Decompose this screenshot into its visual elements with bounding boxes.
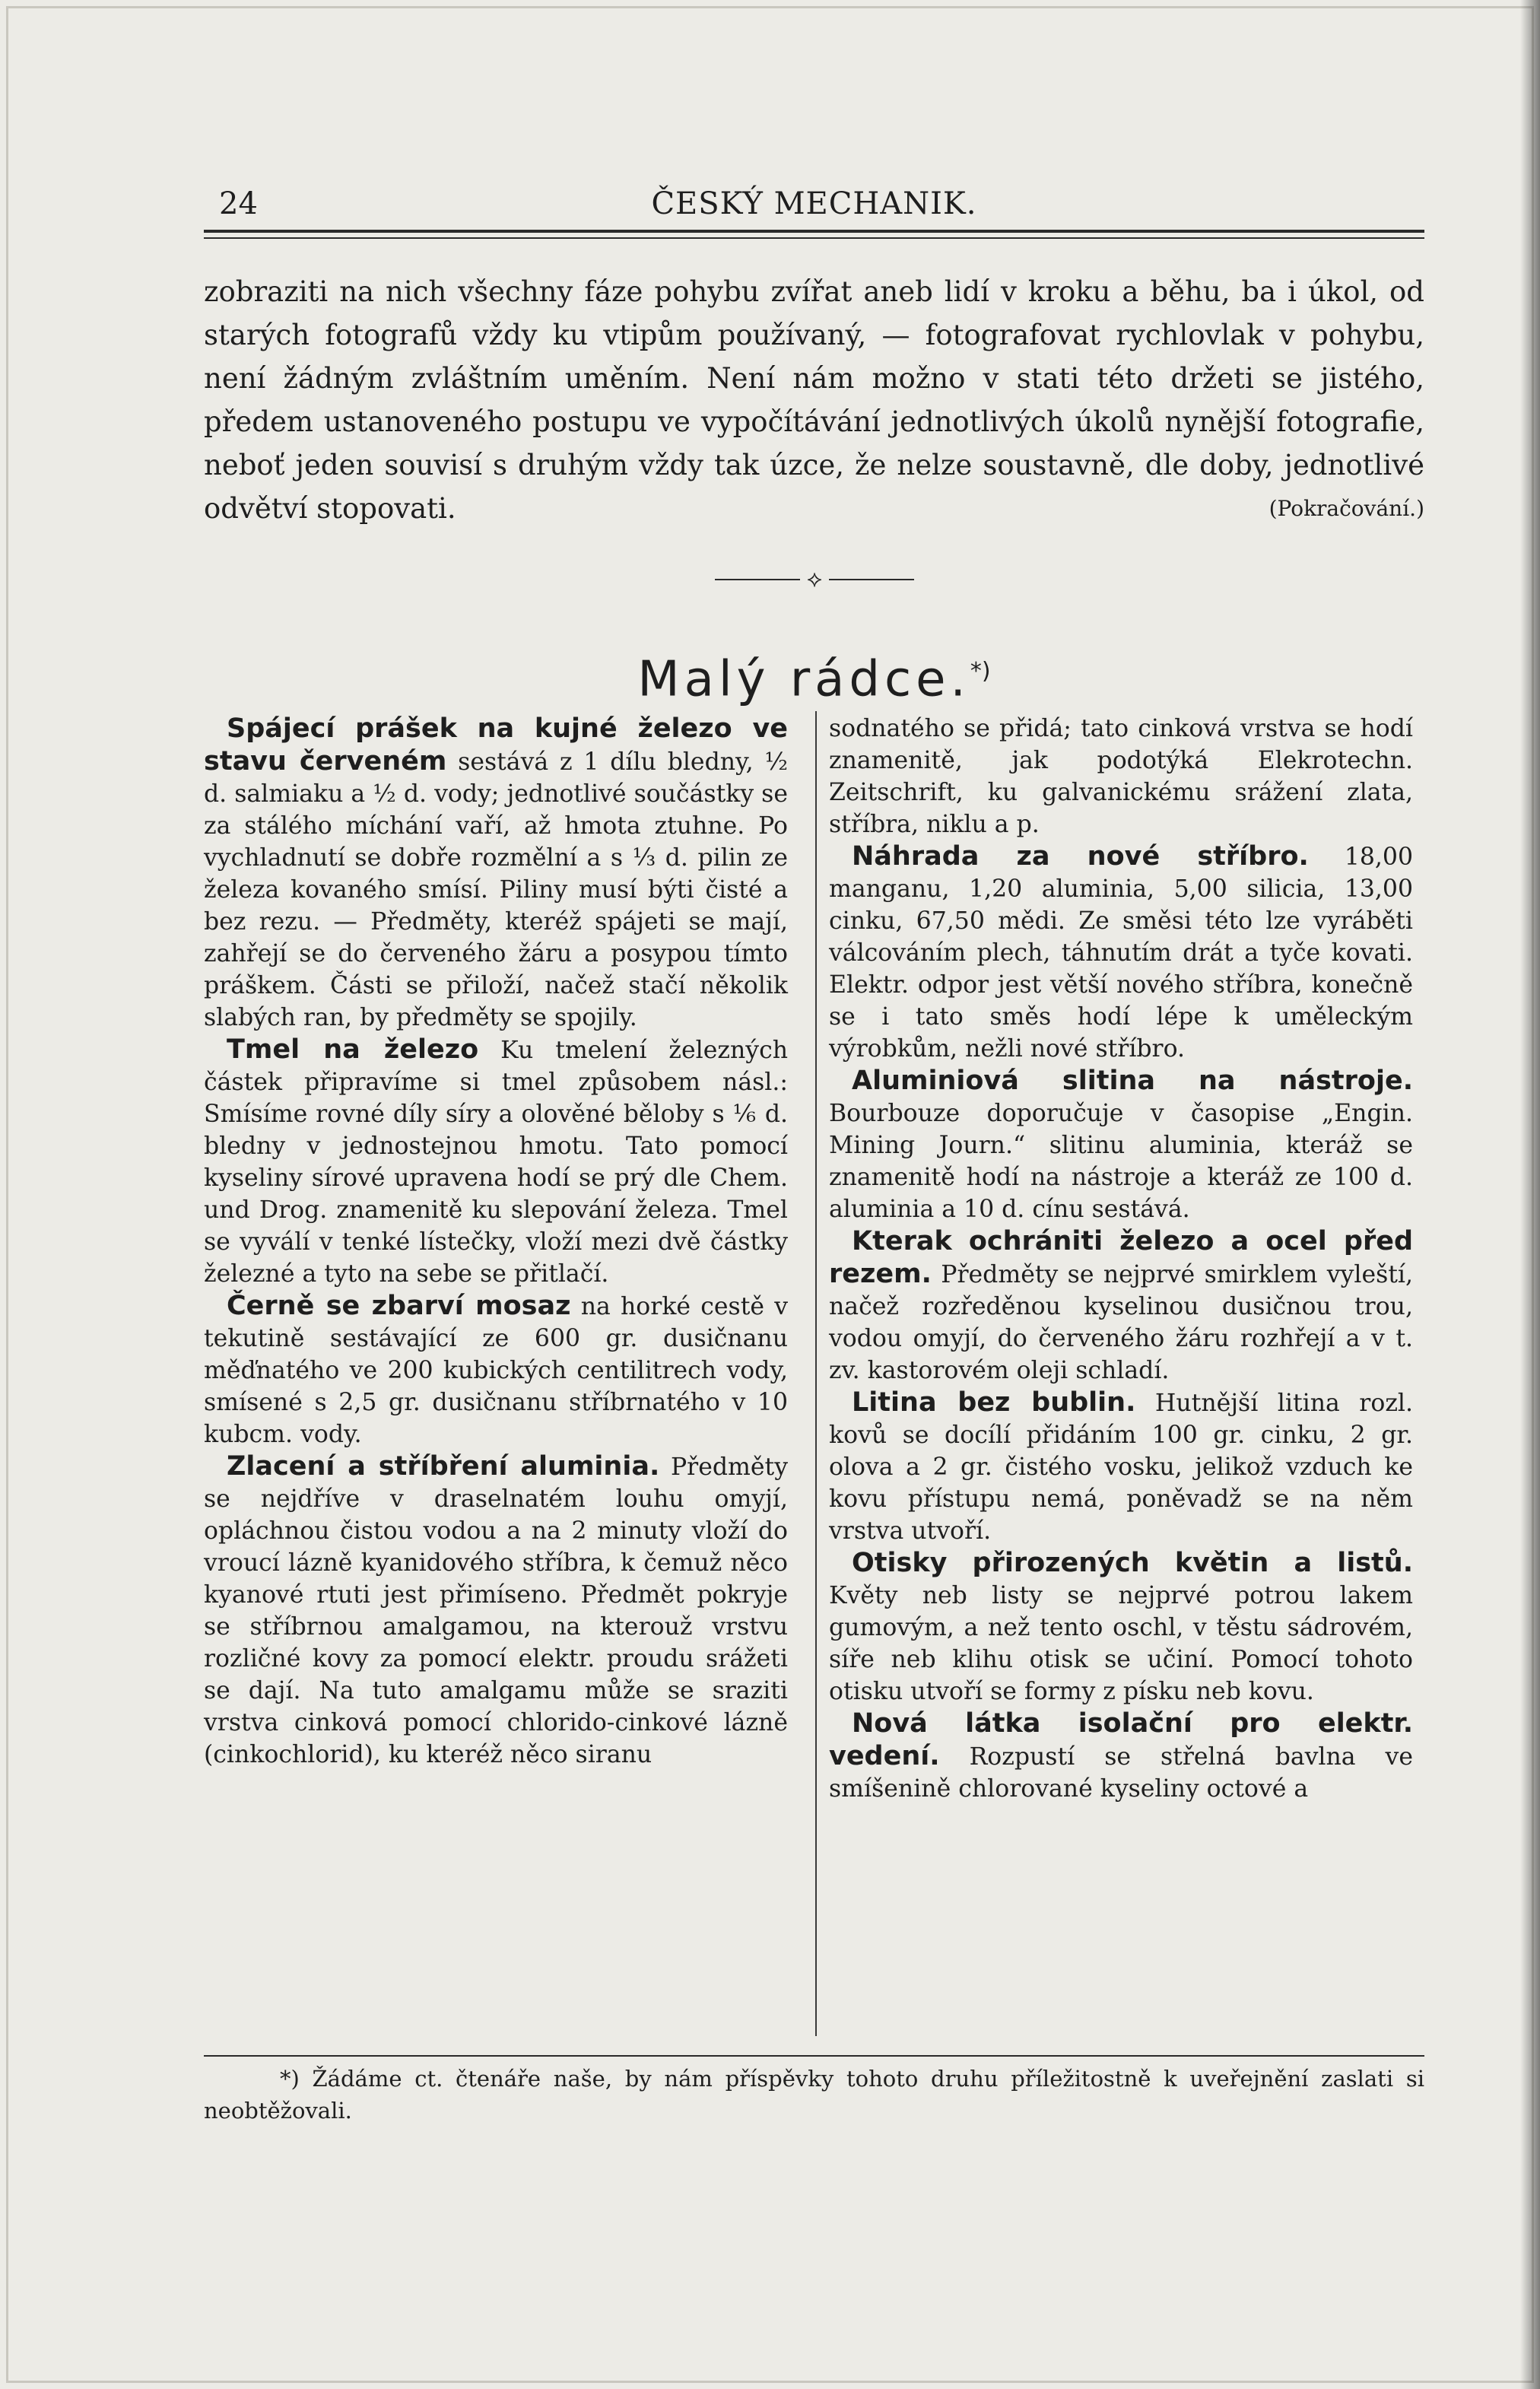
entry-body: Bourbouze doporučuje v časopise „Engin. Mining Journ.“ slitinu aluminia, kteráž se znamenitě hodí na nástroje a kteráž ze 100 d. aluminia a 10 d. cínu sestává. xyxy=(829,1100,1413,1223)
entry-heading: Černě se zbarví mosaz xyxy=(227,1291,571,1321)
entry xyxy=(204,1450,788,1771)
entry xyxy=(204,713,788,1034)
intro-text: zobraziti na nich všechny fáze pohybu zvířat aneb lidí v kroku a běhu, ba i úkol, od starých fotografů vždy ku vtipům používaný, — fotografovat rychlovlak v pohybu, není žádným zvláštním uměním. Není nám možno v stati této držeti se jistého, předem ustanoveného postupu ve vypočítávání jednotlivých úkolů nynější fotografie, neboť jeden souvisí s druhým vždy tak úzce, že nelze soustavně, dle doby, jednotlivé odvětví stopovati. xyxy=(204,275,1424,525)
entry xyxy=(829,1708,1413,1805)
column-right xyxy=(829,713,1413,1805)
entry-heading: Nová látka isolační pro elektr. vedení. xyxy=(829,1708,1413,1771)
entry-continuation xyxy=(829,713,1413,840)
running-title: ČESKÝ MECHANIK. xyxy=(651,186,977,221)
entry xyxy=(829,1387,1413,1547)
ornament-line-right xyxy=(829,579,914,580)
entry-heading: Kterak ochrániti železo a ocel před rezem. xyxy=(829,1226,1413,1289)
column-divider xyxy=(815,711,817,2036)
entry-heading: Aluminiová slitina na nástroje. xyxy=(852,1066,1413,1096)
ornament-line-left xyxy=(715,579,800,580)
footnote: *) Žádáme ct. čtenáře naše, by nám příspěvky tohoto druhu příležitostně k uveřejnění zaslati si neobtěžovali. xyxy=(204,2066,1424,2124)
section-title-text: Malý rádce. xyxy=(637,651,970,708)
entry-heading: Náhrada za nové stříbro. xyxy=(852,841,1309,872)
entry-body: Předměty se nejprvé smirklem vyleští, načež rozředěnou kyselinou dusičnou trou, vodou omyjí, do červeného žáru rozhřejí a v t. zv. kastorovém oleji schladí. xyxy=(829,1261,1414,1384)
section-footnote-mark: *) xyxy=(970,658,991,685)
entry-body: na horké cestě v tekutině sestávající ze 600 gr. dusičnanu měďnatého ve 200 kubických centilitrech vody, smísené s 2,5 gr. dusičnanu stříbrnatého v 10 kubcm. vody. xyxy=(204,1293,789,1448)
entry-body: 18,00 manganu, 1,20 aluminia, 5,00 silicia, 13,00 cinku, 67,50 mědi. Ze směsi této lze vyráběti válcováním plech, táhnutím drát a tyče kovati. Elektr. odpor jest větší nového stříbra, konečně se i tato směs hodí lépe k uměleckým výrobkům, nežli nové stříbro. xyxy=(829,843,1413,1063)
entry-body: Předměty se nejdříve v draselnatém louhu omyjí, opláchnou čistou vodou a na 2 minuty vloží do vroucí lázně kyanidového stříbra, k čemuž něco kyanové rtuti jest přimíseno. Předmět pokryje se stříbrnou amalgamou, na kterouž vrstvu rozličné kovy za pomocí elektr. proudu srážeti se dají. Na tuto amalgamu může se sraziti vrstva cinková pomocí chlorido-cinkové lázně (cinkochlorid), ku kteréž něco siranu xyxy=(204,1453,789,1768)
page-header xyxy=(204,183,1424,228)
entry-body: Ku tmelení železných částek připravíme si tmel způsobem násl.: Smísíme rovné díly síry a olověné běloby s ⅙ d. bledny v jednostejnou hmotu. Tato pomocí kyseliny sírové upravena hodí se prý dle Chem. und Drog. znamenitě ku slepování železa. Tmel se vyválí v tenké lístečky, vloží mezi dvě částky železné a tyto na sebe se přitlačí. xyxy=(204,1037,788,1288)
entry-body: Rozpustí se střelná bavlna ve smíšenině chlorované kyseliny octové a xyxy=(829,1743,1413,1803)
entry xyxy=(829,1547,1413,1708)
intro-paragraph xyxy=(204,270,1424,530)
entry-body: Květy neb listy se nejprvé potrou lakem gumovým, a než tento oschl, v těstu sádrovém, síře neb klihu otisk se učiní. Pomocí tohoto otisku utvoří se formy z písku neb kovu. xyxy=(829,1582,1413,1705)
section-ornament xyxy=(715,564,914,595)
entry-heading: Tmel na železo xyxy=(227,1034,479,1065)
entry xyxy=(829,1225,1413,1387)
entry-heading: Otisky přirozených květin a listů. xyxy=(852,1548,1413,1578)
entry-body: sestává z 1 dílu bledny, ½ d. salmiaku a ½ d. vody; jednotlivé součástky se za stálého míchání vaří, až hmota ztuhne. Po vychladnutí se dobře rozmělní a s ⅓ d. pilin ze železa kovaného smísí. Piliny musí býti čisté a bez rezu. — Předměty, kteréž spájeti se mají, zahřejí se do červeného žáru a posypou tímto práškem. Části se přiloží, načež stačí několik slabých ran, by předměty se spojily. xyxy=(204,748,789,1031)
section-title xyxy=(204,637,1424,713)
column-left xyxy=(204,713,788,1771)
entry-heading: Litina bez bublin. xyxy=(852,1387,1136,1418)
header-rule-thin xyxy=(204,237,1424,239)
entry xyxy=(829,1065,1413,1225)
entry-heading: Spájecí prášek na kujné železo ve stavu červeném xyxy=(204,713,788,777)
ornament-diamond-icon: ⟡ xyxy=(807,566,822,592)
entry xyxy=(204,1034,788,1290)
continued-note: (Pokračování.) xyxy=(1269,496,1424,521)
page-edge-shadow xyxy=(1520,0,1540,2389)
entry-body: sodnatého se přidá; tato cinková vrstva se hodí znamenitě, jak podotýká Elekrotechn. Zeitschrift, ku galvanickému srážení zlata, stříbra, niklu a p. xyxy=(829,715,1413,838)
entry xyxy=(204,1290,788,1450)
entry xyxy=(829,840,1413,1065)
page-number: 24 xyxy=(219,186,258,221)
entry-body: Hutnější litina rozl. kovů se docílí přidáním 100 gr. cinku, 2 gr. olova a 2 gr. čistého vosku, jelikož vzduch ke kovu přístupu nemá, poněvadž se na něm vrstva utvoří. xyxy=(829,1390,1413,1545)
header-rule-thick xyxy=(204,230,1424,233)
footnote-rule xyxy=(204,2055,1424,2057)
entry-heading: Zlacení a stříbření aluminia. xyxy=(227,1451,660,1482)
